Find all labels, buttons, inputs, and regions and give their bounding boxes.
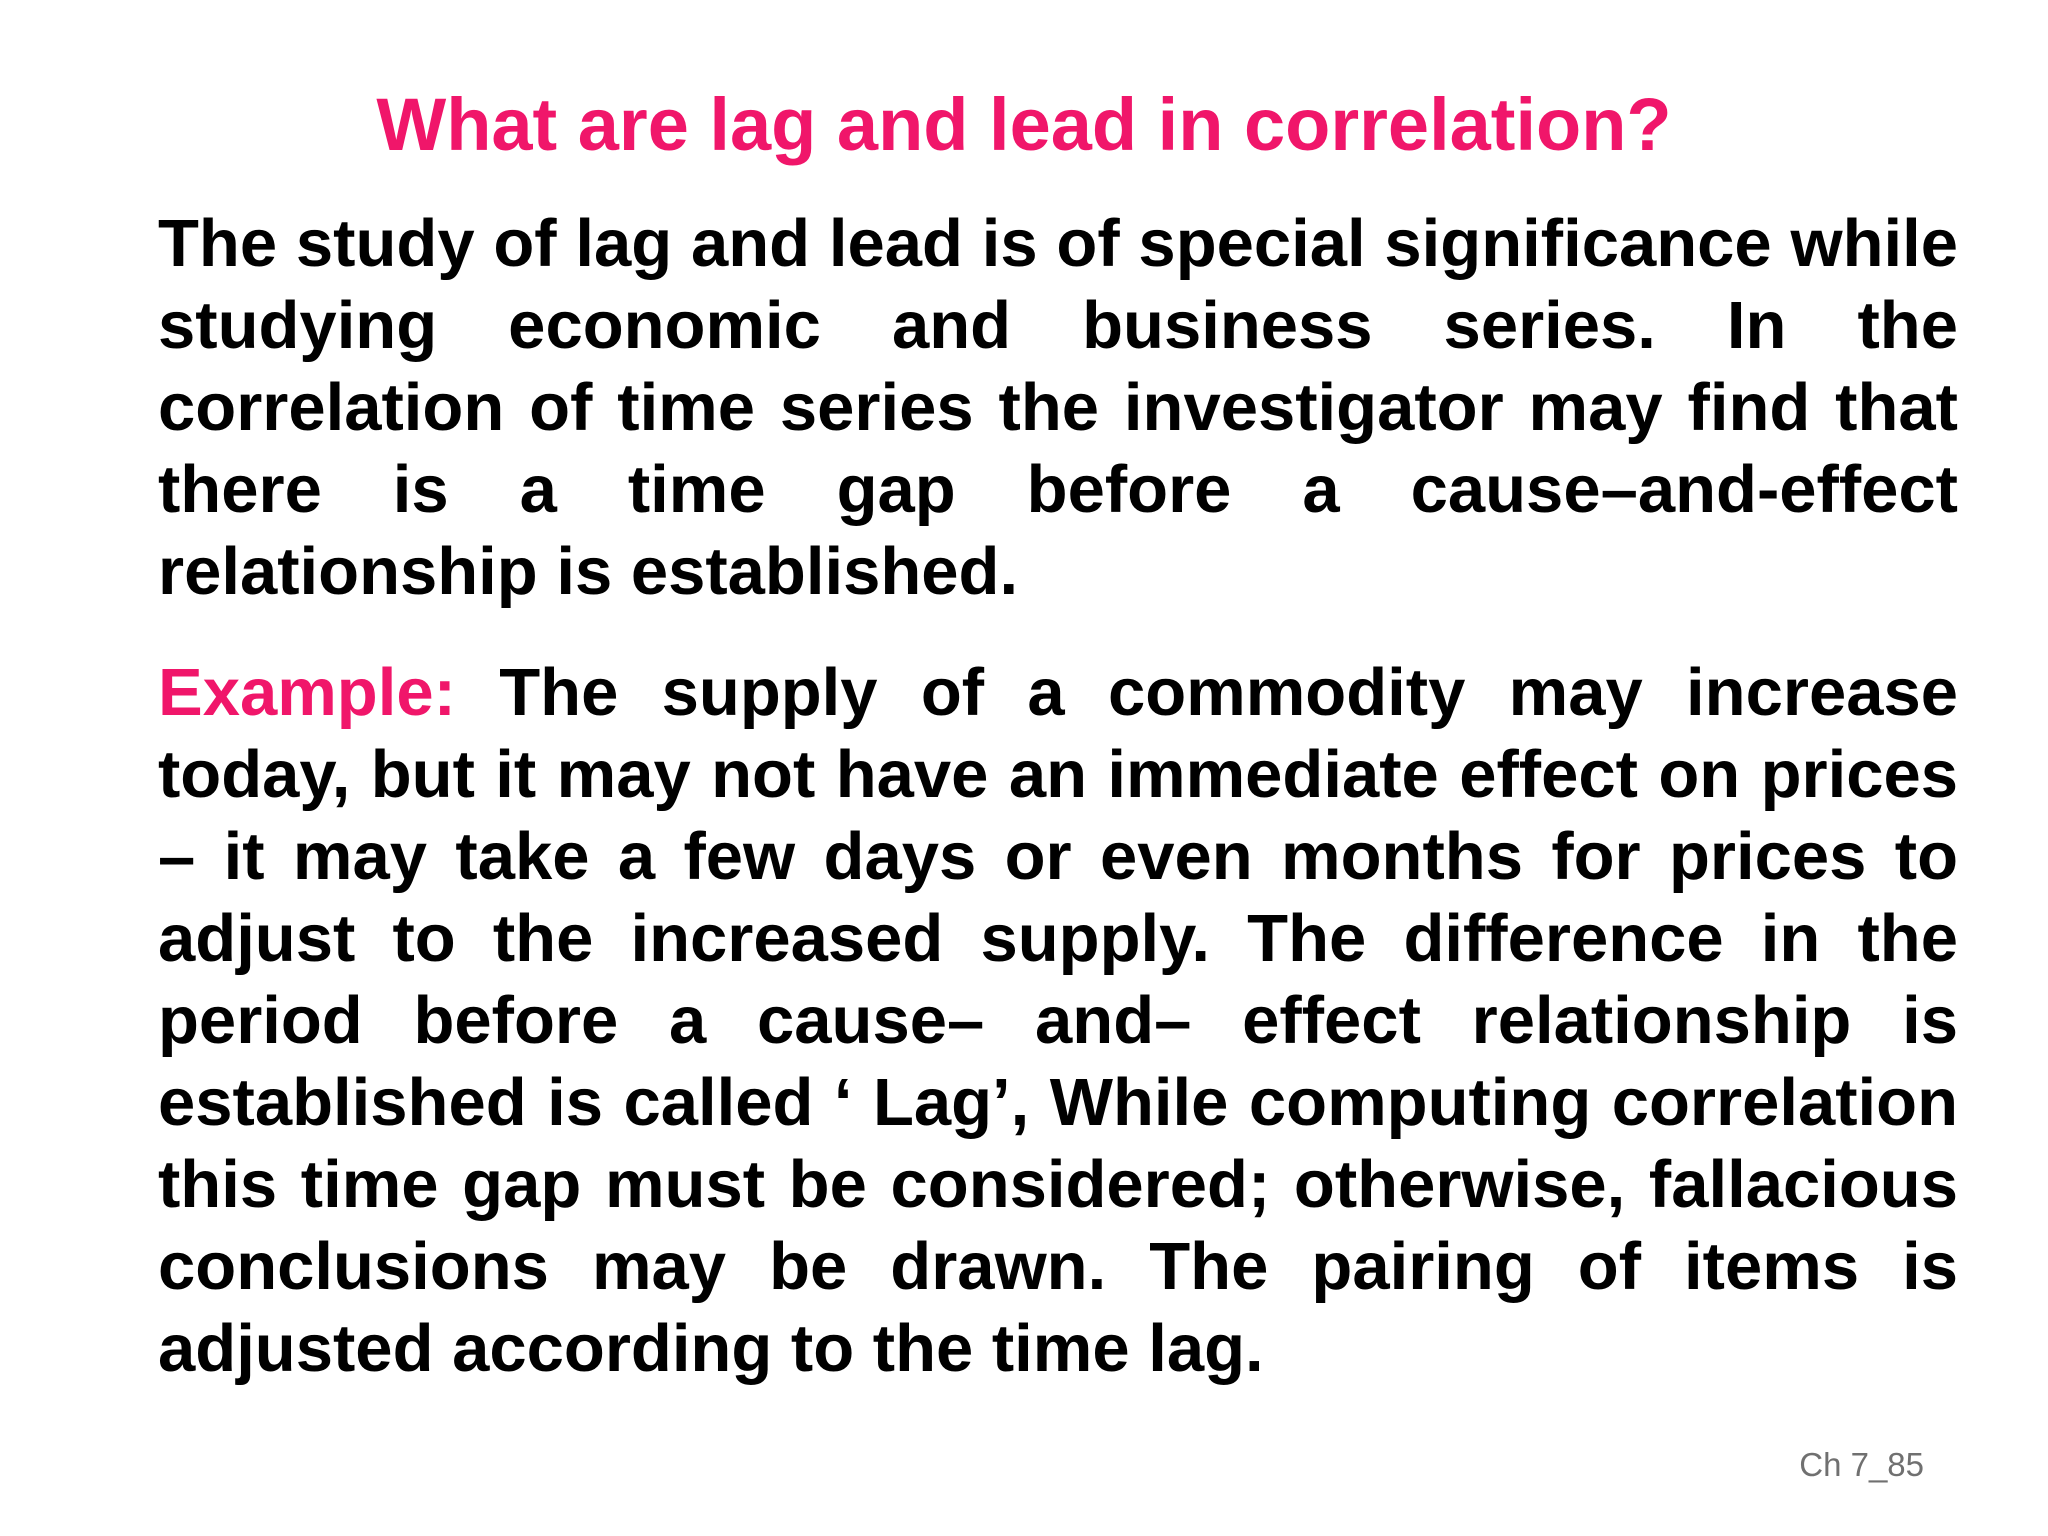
slide-title: What are lag and lead in correlation?	[376, 83, 1672, 166]
paragraph-example	[158, 652, 1958, 1390]
slide-number: Ch 7_85	[1799, 1446, 1924, 1483]
paragraph-intro: The study of lag and lead is of special significance while studying economic and business series. In the correlation of time series the investigator may find that there is a time gap before a cause–and-effect relationship is established.	[158, 206, 1958, 609]
example-text: The supply of a commodity may increase today, but it may not have an immediate effect on prices – it may take a few days or even months for prices to adjust to the increased supply. The difference in the period before a cause– and– effect relationship is established is called ‘ Lag’, While computing correlation this time gap must be considered; otherwise, fallacious conclusions may be drawn. The pairing of items is adjusted according to the time lag.	[158, 655, 1958, 1386]
example-label: Example:	[158, 655, 456, 730]
